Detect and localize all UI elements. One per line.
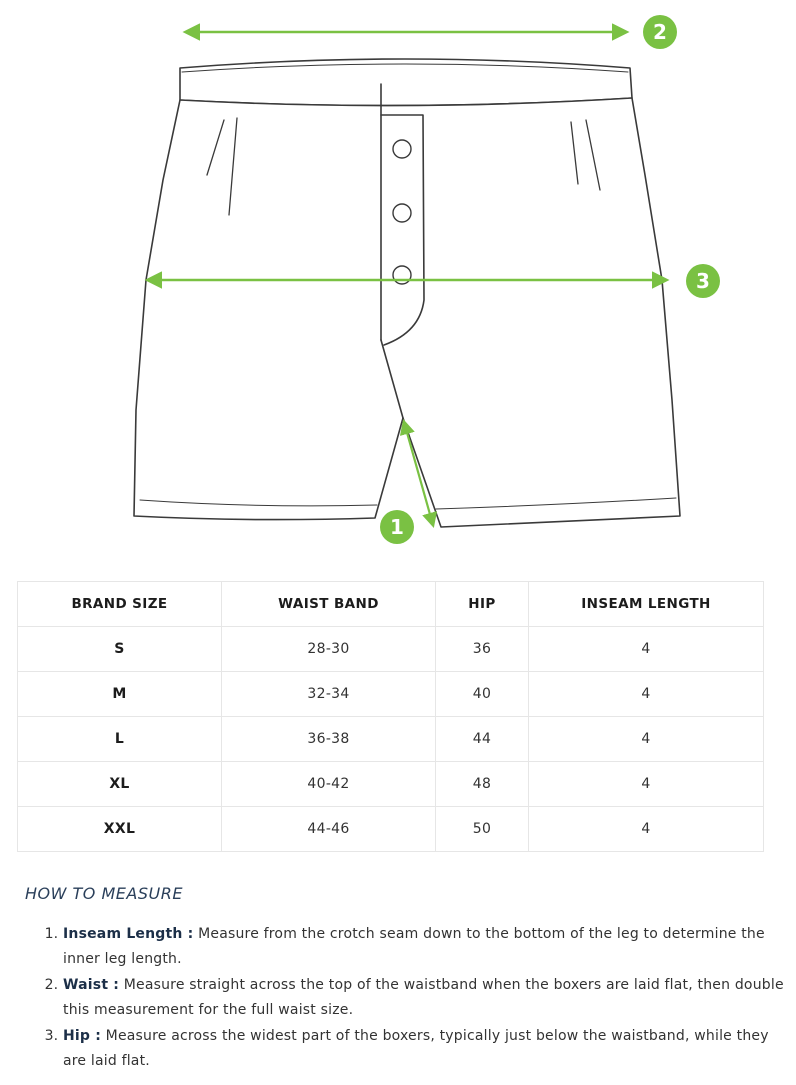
brand-size-cell: M xyxy=(18,672,222,717)
inseam-badge xyxy=(380,510,414,544)
brand-size-cell: XL xyxy=(18,762,222,807)
brand-size-cell: L xyxy=(18,717,222,762)
waist-badge xyxy=(643,15,677,49)
svg-text:3: 3 xyxy=(696,269,710,293)
list-item xyxy=(63,973,793,1023)
waist-band-cell: 44-46 xyxy=(222,807,436,852)
hip-cell: 48 xyxy=(436,762,529,807)
table-row xyxy=(18,627,764,672)
measure-term: Inseam Length : xyxy=(63,926,194,942)
how-to-measure-list xyxy=(46,922,793,1075)
svg-text:1: 1 xyxy=(390,515,404,539)
hip-cell: 36 xyxy=(436,627,529,672)
inseam-length-cell: 4 xyxy=(529,672,764,717)
inseam-length-cell: 4 xyxy=(529,762,764,807)
column-header-brand-size: BRAND SIZE xyxy=(18,582,222,627)
table-row xyxy=(18,762,764,807)
inseam-length-cell: 4 xyxy=(529,807,764,852)
svg-text:2: 2 xyxy=(653,20,667,44)
waist-band-cell: 28-30 xyxy=(222,627,436,672)
measure-description: Measure straight across the top of the waistband when the boxers are laid flat, then double this measurement for the full waist size. xyxy=(63,977,784,1018)
list-item xyxy=(63,922,793,972)
measure-description: Measure across the widest part of the boxers, typically just below the waistband, while they are laid flat. xyxy=(63,1028,769,1069)
measure-term: Hip : xyxy=(63,1028,102,1044)
measure-description: Measure from the crotch seam down to the bottom of the leg to determine the inner leg length. xyxy=(63,926,765,967)
waist-band-cell: 40-42 xyxy=(222,762,436,807)
inseam-length-cell: 4 xyxy=(529,717,764,762)
column-header-hip: HIP xyxy=(436,582,529,627)
hip-cell: 40 xyxy=(436,672,529,717)
how-to-measure-heading: HOW TO MEASURE xyxy=(25,884,183,903)
list-item xyxy=(63,1024,793,1074)
measure-term: Waist : xyxy=(63,977,120,993)
hip-cell: 44 xyxy=(436,717,529,762)
column-header-inseam-length: INSEAM LENGTH xyxy=(529,582,764,627)
waist-band-cell: 32-34 xyxy=(222,672,436,717)
table-header-row xyxy=(18,582,764,627)
size-chart-table xyxy=(17,581,764,852)
brand-size-cell: S xyxy=(18,627,222,672)
inseam-length-cell: 4 xyxy=(529,627,764,672)
table-row xyxy=(18,672,764,717)
hip-cell: 50 xyxy=(436,807,529,852)
table-row xyxy=(18,807,764,852)
waist-band-cell: 36-38 xyxy=(222,717,436,762)
table-row xyxy=(18,717,764,762)
hip-badge xyxy=(686,264,720,298)
brand-size-cell: XXL xyxy=(18,807,222,852)
boxer-shorts-outline xyxy=(134,59,680,527)
column-header-waist-band: WAIST BAND xyxy=(222,582,436,627)
